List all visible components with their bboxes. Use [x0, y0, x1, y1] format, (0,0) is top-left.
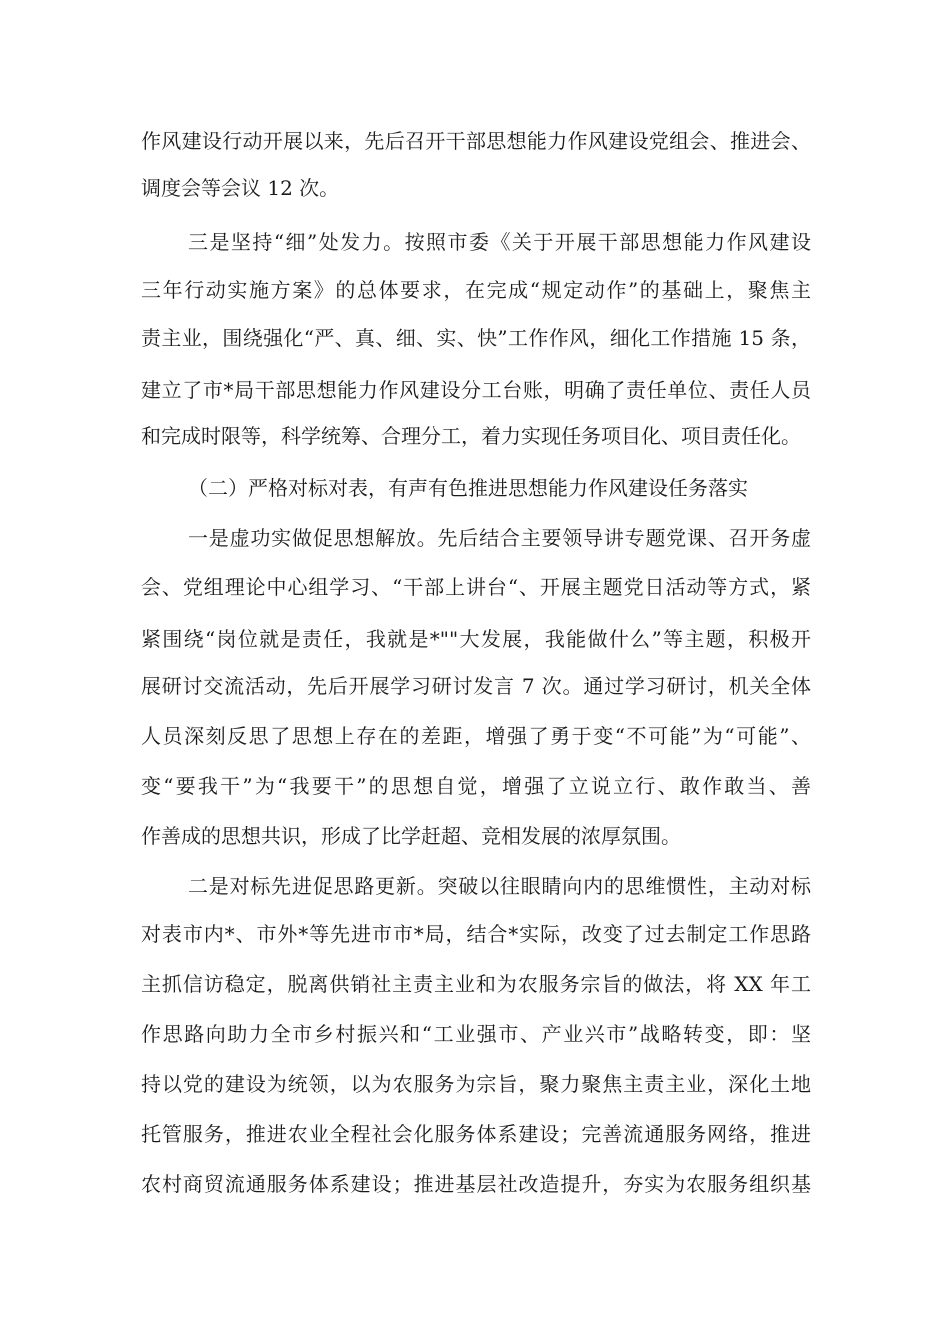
- text-line: 作风建设行动开展以来，先后召开干部思想能力作风建设党组会、推进会、: [141, 129, 811, 153]
- text-line: 紧围绕“岗位就是责任，我就是*""大发展，我能做什么”等主题，积极开: [141, 627, 811, 651]
- text-line: 变“要我干”为“我要干”的思想自觉，增强了立说立行、敢作敢当、善: [141, 774, 811, 798]
- text-line: 责主业，围绕强化“严、真、细、实、快”工作作风，细化工作措施 15 条，: [141, 326, 811, 350]
- text-line: 主抓信访稳定，脱离供销社主责主业和为农服务宗旨的做法，将 XX 年工: [141, 972, 811, 996]
- text-line: 和完成时限等，科学统筹、合理分工，着力实现任务项目化、项目责任化。: [141, 424, 801, 448]
- text-line: 会、党组理论中心组学习、“干部上讲台“、开展主题党日活动等方式，紧: [141, 575, 811, 599]
- text-line: 调度会等会议 12 次。: [141, 176, 340, 200]
- text-line: 农村商贸流通服务体系建设；推进基层社改造提升，夯实为农服务组织基: [141, 1172, 811, 1196]
- text-line: 三年行动实施方案》的总体要求，在完成“规定动作”的基础上，聚焦主: [141, 278, 811, 302]
- paragraph-start-line: 三是坚持“细”处发力。按照市委《关于开展干部思想能力作风建设: [188, 230, 811, 254]
- section-heading: （二）严格对标对表，有声有色推进思想能力作风建设任务落实: [188, 476, 748, 500]
- paragraph-start-line: 二是对标先进促思路更新。突破以往眼睛向内的思维惯性，主动对标: [188, 874, 811, 898]
- text-line: 展研讨交流活动，先后开展学习研讨发言 7 次。通过学习研讨，机关全体: [141, 674, 811, 698]
- text-line: 持以党的建设为统领，以为农服务为宗旨，聚力聚焦主责主业，深化土地: [141, 1072, 811, 1096]
- text-line: 人员深刻反思了思想上存在的差距，增强了勇于变“不可能”为“可能”、: [141, 724, 811, 748]
- paragraph-start-line: 一是虚功实做促思想解放。先后结合主要领导讲专题党课、召开务虚: [188, 526, 811, 550]
- text-line: 作善成的思想共识，形成了比学赶超、竞相发展的浓厚氛围。: [141, 824, 681, 848]
- text-line: 建立了市*局干部思想能力作风建设分工台账，明确了责任单位、责任人员: [141, 378, 811, 402]
- text-line: 托管服务，推进农业全程社会化服务体系建设；完善流通服务网络，推进: [141, 1122, 811, 1146]
- text-line: 对表市内*、市外*等先进市市*局，结合*实际，改变了过去制定工作思路: [141, 922, 811, 946]
- text-line: 作思路向助力全市乡村振兴和“工业强市、产业兴市”战略转变，即：坚: [141, 1022, 811, 1046]
